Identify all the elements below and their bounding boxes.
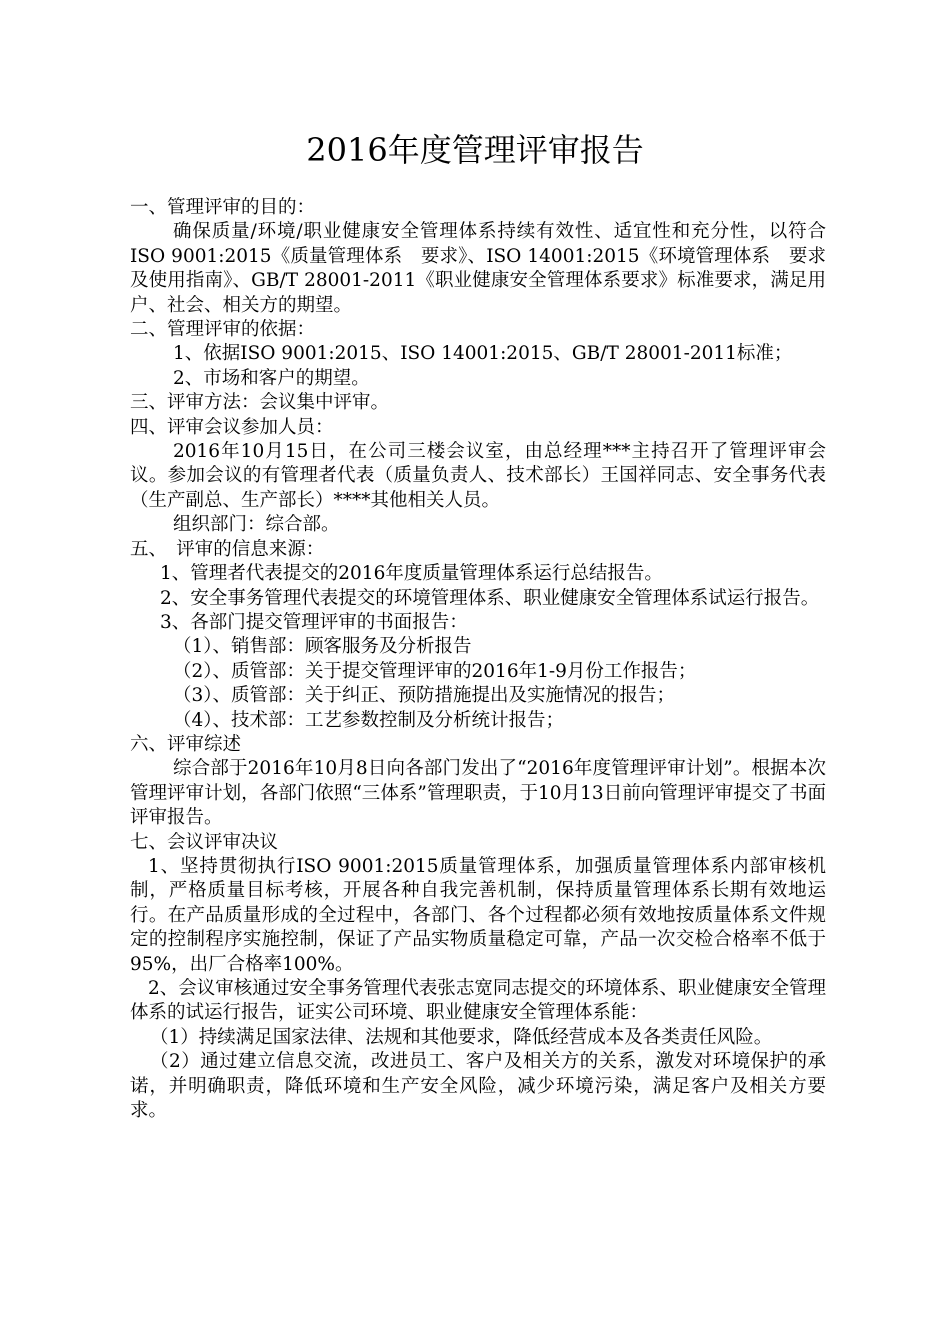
section-4-paragraph: 2016年10月15日，在公司三楼会议室，由总经理***主持召开了管理评审会议。参加会议的有管理者代表（质量负责人、技术部长）王国祥同志、安全事务代表（生产副总、生产部长）****其他相关人员。: [130, 441, 826, 511]
section-2-item-1: 1、依据ISO 9001:2015、ISO 14001:2015、GB/T 28001-2011标准；: [173, 343, 793, 365]
section-4-organizer: 组织部门：综合部。: [173, 514, 340, 536]
section-5-subitem-1: （1）、销售部：顾客服务及分析报告: [173, 636, 472, 658]
section-4-heading: 四、评审会议参加人员：: [130, 416, 334, 438]
section-7-resolution-1: 1、坚持贯彻执行ISO 9001:2015质量管理体系，加强质量管理体系内部审核机制，严格质量目标考核，开展各种自我完善机制，保持质量管理体系长期有效地运行。在产品质量形成的全过程中，各部门、各个过程都必须有效地按质量体系文件规定的控制程序实施控制，保证了产品实物质量稳定可靠，产品一次交检合格率不低于95%，出厂合格率100%。: [130, 855, 826, 975]
document-body: [130, 196, 826, 1123]
section-2-item-2: 2、市场和客户的期望。: [173, 367, 370, 389]
section-5-item-1: 1、管理者代表提交的2016年度质量管理体系运行总结报告。: [160, 563, 663, 585]
section-5-subitem-2: （2）、质管部：关于提交管理评审的2016年1-9月份工作报告；: [173, 660, 697, 682]
section-1-heading: 一、管理评审的目的：: [130, 197, 316, 218]
section-7-point-1: （1）持续满足国家法律、法规和其他要求，降低经营成本及各类责任风险。: [150, 1026, 773, 1048]
section-2-heading: 二、管理评审的依据：: [130, 319, 316, 341]
section-5-heading: 五、 评审的信息来源：: [130, 538, 325, 560]
section-6-paragraph: 综合部于2016年10月8日向各部门发出了“2016年度管理评审计划”。根据本次管理评审计划，各部门依照“三体系”管理职责，于10月13日前向管理评审提交了书面评审报告。: [130, 758, 826, 829]
section-7-resolution-2: 2、会议审核通过安全事务管理代表张志宽同志提交的环境体系、职业健康安全管理体系的试运行报告，证实公司环境、职业健康安全管理体系能：: [130, 978, 826, 1024]
section-7-heading: 七、会议评审决议: [130, 831, 279, 853]
section-7-point-2: （2）通过建立信息交流，改进员工、客户及相关方的关系，激发对环境保护的承诺，并明确职责，降低环境和生产安全风险，减少环境污染，满足客户及相关方要求。: [130, 1051, 826, 1122]
section-3-heading: 三、评审方法：会议集中评审。: [130, 392, 390, 414]
section-5-subitem-3: （3）、质管部：关于纠正、预防措施提出及实施情况的报告；: [173, 685, 676, 707]
section-5-item-2: 2、安全事务管理代表提交的环境管理体系、职业健康安全管理体系试运行报告。: [160, 587, 820, 609]
section-5-subitem-4: （4）、技术部：工艺参数控制及分析统计报告；: [173, 709, 565, 731]
section-6-heading: 六、评审综述: [130, 733, 242, 755]
section-5-item-3: 3、各部门提交管理评审的书面报告：: [160, 611, 468, 633]
section-1-paragraph: 确保质量/环境/职业健康安全管理体系持续有效性、适宜性和充分性，以符合ISO 9001:2015《质量管理体系 要求》、ISO 14001:2015《环境管理体系 要求及使用指南》、GB/T 28001-2011《职业健康安全管理体系要求》标准要求，满足用户、社会、相关方的期望。: [130, 221, 826, 316]
document-title: 2016年度管理评审报告: [306, 131, 644, 169]
